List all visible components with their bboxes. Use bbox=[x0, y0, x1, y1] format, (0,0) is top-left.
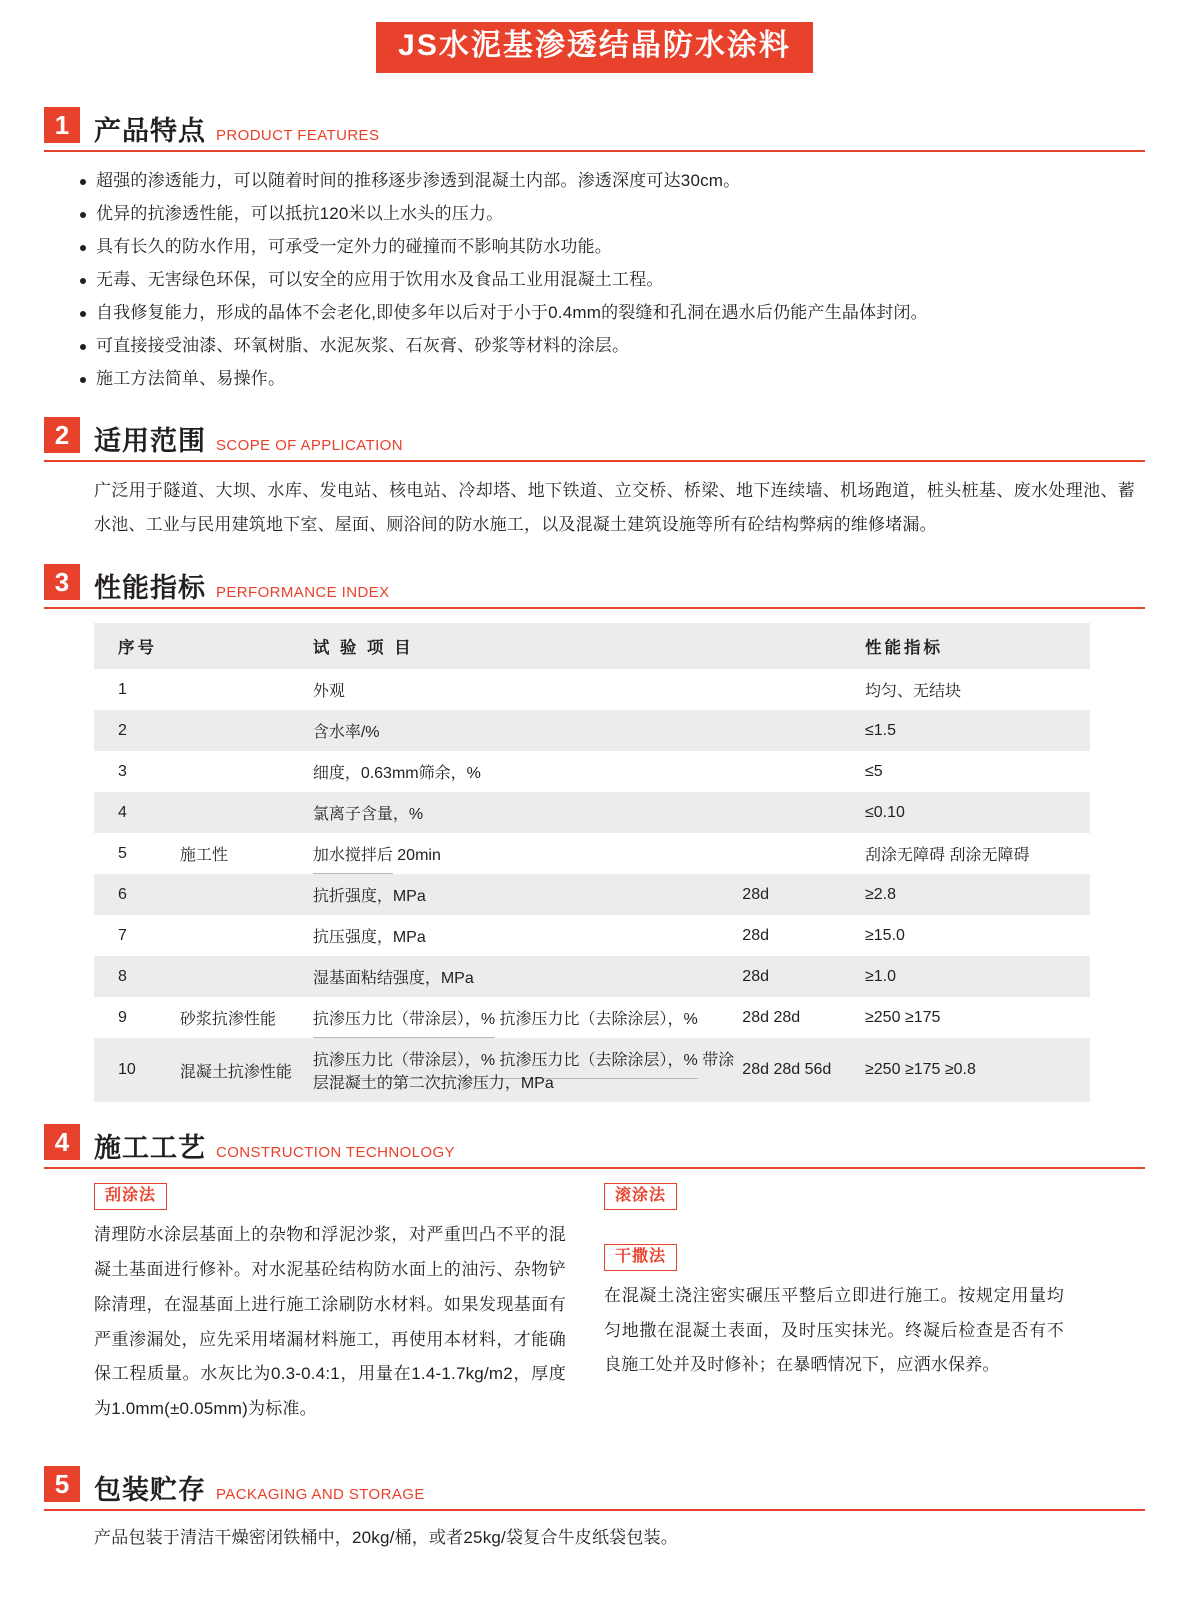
cell-group bbox=[180, 751, 313, 792]
cell-age-bottom: 28d bbox=[773, 1008, 801, 1026]
table-row bbox=[94, 710, 1090, 751]
cell-no: 1 bbox=[118, 680, 127, 698]
cell-value-bottom: ≥175 bbox=[904, 1008, 941, 1026]
section-packaging-storage bbox=[44, 1466, 1145, 1555]
technology-column-right bbox=[604, 1183, 1064, 1444]
cell-item: 抗压强度，MPa bbox=[312, 929, 426, 947]
section-header bbox=[44, 107, 1145, 150]
cell-no: 4 bbox=[94, 792, 180, 833]
technology-column-left bbox=[94, 1183, 604, 1444]
performance-table-wrap bbox=[94, 623, 1090, 1102]
cell-no: 3 bbox=[118, 762, 127, 780]
section-divider bbox=[44, 150, 1145, 152]
section-divider bbox=[44, 1167, 1145, 1169]
cell-item-bottom: 20min bbox=[397, 847, 441, 865]
section-number: 2 bbox=[44, 417, 80, 453]
column-header-no: 序号 bbox=[94, 623, 180, 669]
cell-no: 5 bbox=[118, 844, 127, 862]
section-scope-of-application bbox=[44, 417, 1145, 542]
cell-no: 10 bbox=[94, 1038, 180, 1102]
cell-item-3: 带涂层混凝土的第二次抗渗压力，MPa bbox=[312, 1052, 735, 1093]
tag-dry-sprinkle: 干撒法 bbox=[604, 1244, 677, 1271]
cell-item: 抗折强度，MPa bbox=[313, 874, 742, 915]
table-row bbox=[94, 874, 1090, 915]
cell-age bbox=[742, 792, 865, 833]
cell-value: ≤5 bbox=[865, 762, 883, 780]
list-item: 超强的渗透能力，可以随着时间的推移逐步渗透到混凝土内部。渗透深度可达30cm。 bbox=[96, 164, 1145, 197]
scope-paragraph: 广泛用于隧道、大坝、水库、发电站、核电站、冷却塔、地下铁道、立交桥、桥梁、地下连续墙、机场跑道，桩头桩基、废水处理池、蓄水池、工业与民用建筑地下室、屋面、厕浴间的防水施工，以及混凝土建筑设施等所有砼结构弊病的维修堵漏。 bbox=[94, 481, 1135, 535]
table-row bbox=[94, 792, 1090, 833]
table-header-row bbox=[94, 623, 1090, 669]
section-performance-index bbox=[44, 564, 1145, 1102]
cell-group bbox=[180, 874, 313, 915]
column-header-item: 试 验 项 目 bbox=[313, 623, 742, 669]
list-item: 自我修复能力，形成的晶体不会老化,即使多年以后对于小于0.4mm的裂缝和孔洞在遇水后仍能产生晶体封闭。 bbox=[96, 296, 1145, 329]
section-construction-technology bbox=[44, 1124, 1145, 1444]
section-number: 5 bbox=[44, 1466, 80, 1502]
cell-age: 28d bbox=[742, 956, 865, 997]
table-row bbox=[94, 997, 1090, 1038]
cell-item: 含水率/% bbox=[313, 710, 742, 751]
cell-group: 砂浆抗渗性能 bbox=[179, 1011, 276, 1029]
table-row bbox=[94, 833, 1090, 874]
cell-value: 均匀、无结块 bbox=[865, 683, 962, 701]
cell-item-top: 抗渗压力比（带涂层），% bbox=[313, 1002, 495, 1038]
cell-item bbox=[313, 997, 742, 1038]
cell-value-top: ≥250 bbox=[865, 1008, 901, 1026]
section-number: 4 bbox=[44, 1124, 80, 1160]
section-title-cn: 包装贮存 bbox=[94, 1475, 206, 1506]
cell-value-3: ≥0.8 bbox=[944, 1061, 976, 1079]
scrape-coating-body: 清理防水涂层基面上的杂物和浮泥沙浆，对严重凹凸不平的混凝土基面进行修补。对水泥基砼结构防水面上的油污、杂物铲除清理，在湿基面上进行施工涂刷防水材料。如果发现基面有严重渗漏处，应先采用堵漏材料施工，再使用本材料，才能确保工程质量。水灰比为0.3-0.4:1，用量在1.4-1.7kg/m2，厚度为1.0mm(±0.05mm)为标准。 bbox=[94, 1225, 566, 1419]
cell-value-2: ≥175 bbox=[904, 1061, 941, 1079]
list-item: 具有长久的防水作用，可承受一定外力的碰撞而不影响其防水功能。 bbox=[96, 230, 1145, 263]
section-divider bbox=[44, 1509, 1145, 1511]
cell-group bbox=[180, 956, 313, 997]
tag-dry-sprinkle-wrap bbox=[604, 1244, 1064, 1271]
cell-no: 6 bbox=[94, 874, 180, 915]
cell-group bbox=[180, 792, 313, 833]
cell-value: ≥15.0 bbox=[865, 926, 905, 944]
cell-item: 氯离子含量，% bbox=[313, 792, 742, 833]
cell-no: 2 bbox=[94, 710, 180, 751]
cell-age: 28d bbox=[742, 874, 865, 915]
column-header-group bbox=[180, 623, 313, 669]
section-title-cn: 适用范围 bbox=[94, 426, 206, 457]
cell-item-1: 抗渗压力比（带涂层），% bbox=[313, 1043, 495, 1079]
cell-age-top: 28d bbox=[742, 1008, 769, 1026]
section-title-en: PACKAGING AND STORAGE bbox=[216, 1486, 425, 1504]
cell-item-bottom: 抗渗压力比（去除涂层），% bbox=[499, 1011, 698, 1029]
cell-group bbox=[180, 915, 313, 956]
title-banner bbox=[0, 0, 1189, 85]
section-header bbox=[44, 1466, 1145, 1509]
section-divider bbox=[44, 607, 1145, 609]
cell-value bbox=[865, 997, 1090, 1038]
section-divider bbox=[44, 460, 1145, 462]
list-item: 施工方法简单、易操作。 bbox=[96, 362, 1145, 395]
table-row bbox=[94, 669, 1090, 710]
page-bottom-spacer bbox=[0, 1555, 1189, 1615]
list-item: 可直接接受油漆、环氧树脂、水泥灰浆、石灰膏、砂浆等材料的涂层。 bbox=[96, 329, 1145, 362]
product-features-list bbox=[44, 164, 1145, 396]
cell-age-2: 28d bbox=[773, 1061, 801, 1079]
cell-age bbox=[742, 751, 865, 792]
cell-item: 湿基面粘结强度，MPa bbox=[313, 956, 742, 997]
cell-value bbox=[865, 833, 1090, 874]
cell-age: 28d bbox=[742, 926, 769, 944]
cell-no: 7 bbox=[118, 926, 127, 944]
section-title-cn: 施工工艺 bbox=[94, 1133, 206, 1164]
cell-age bbox=[742, 1038, 865, 1102]
tag-roll-coating: 滚涂法 bbox=[604, 1183, 677, 1210]
cell-item-top: 加水搅拌后 bbox=[313, 838, 393, 874]
cell-item bbox=[313, 1038, 742, 1102]
cell-item-2: 抗渗压力比（去除涂层），% bbox=[500, 1043, 698, 1079]
cell-value: ≤1.5 bbox=[865, 710, 1090, 751]
table-row bbox=[94, 915, 1090, 956]
cell-value: ≤0.10 bbox=[865, 792, 1090, 833]
list-item: 优异的抗渗透性能，可以抵抗120米以上水头的压力。 bbox=[96, 197, 1145, 230]
table-row bbox=[94, 751, 1090, 792]
cell-age-1: 28d bbox=[742, 1061, 769, 1079]
list-item: 无毒、无害绿色环保，可以安全的应用于饮用水及食品工业用混凝土工程。 bbox=[96, 263, 1145, 296]
table-row bbox=[94, 956, 1090, 997]
section-title-cn: 性能指标 bbox=[94, 573, 206, 604]
cell-group bbox=[180, 710, 313, 751]
cell-value: ≥2.8 bbox=[865, 874, 1090, 915]
cell-value-top: 刮涂无障碍 bbox=[865, 847, 946, 865]
section-title-en: PRODUCT FEATURES bbox=[216, 126, 380, 144]
section-product-features bbox=[44, 107, 1145, 396]
section-number: 1 bbox=[44, 107, 80, 143]
section-title-en: CONSTRUCTION TECHNOLOGY bbox=[216, 1144, 455, 1162]
performance-table bbox=[94, 623, 1090, 1102]
section-title-cn: 产品特点 bbox=[94, 115, 206, 146]
cell-no: 8 bbox=[94, 956, 180, 997]
page-title: JS水泥基渗透结晶防水涂料 bbox=[376, 22, 813, 73]
section-title-en: SCOPE OF APPLICATION bbox=[216, 437, 403, 455]
section-header bbox=[44, 417, 1145, 460]
cell-age-3: 56d bbox=[804, 1061, 832, 1079]
cell-age bbox=[742, 997, 865, 1038]
cell-value bbox=[865, 1038, 1090, 1102]
packaging-paragraph: 产品包装于清洁干燥密闭铁桶中，20kg/桶，或者25kg/袋复合牛皮纸袋包装。 bbox=[94, 1528, 678, 1548]
dry-sprinkle-body: 在混凝土浇注密实碾压平整后立即进行施工。按规定用量均匀地撒在混凝土表面，及时压实抹光。终凝后检查是否有不良施工处并及时修补；在暴晒情况下，应洒水保养。 bbox=[604, 1285, 1064, 1375]
cell-age bbox=[742, 669, 865, 710]
section-header bbox=[44, 564, 1145, 607]
section-title-en: PERFORMANCE INDEX bbox=[216, 584, 390, 602]
cell-value-1: ≥250 bbox=[865, 1061, 901, 1079]
section-header bbox=[44, 1124, 1145, 1167]
cell-no: 9 bbox=[118, 1008, 127, 1026]
table-row bbox=[94, 1038, 1090, 1102]
cell-item bbox=[313, 833, 742, 874]
technology-columns bbox=[94, 1183, 1104, 1444]
cell-group: 施工性 bbox=[179, 847, 228, 865]
cell-value: ≥1.0 bbox=[865, 956, 1090, 997]
cell-item: 外观 bbox=[312, 683, 345, 701]
column-header-value: 性能指标 bbox=[865, 623, 1090, 669]
tag-scrape-coating: 刮涂法 bbox=[94, 1183, 167, 1210]
cell-age bbox=[742, 833, 865, 874]
cell-group bbox=[180, 669, 313, 710]
cell-value-bottom: 刮涂无障碍 bbox=[949, 847, 1030, 865]
column-header-age bbox=[742, 623, 865, 669]
cell-item: 细度，0.63mm筛余，% bbox=[312, 765, 481, 783]
cell-group: 混凝土抗渗性能 bbox=[180, 1038, 313, 1102]
cell-age bbox=[742, 710, 865, 751]
section-number: 3 bbox=[44, 564, 80, 600]
